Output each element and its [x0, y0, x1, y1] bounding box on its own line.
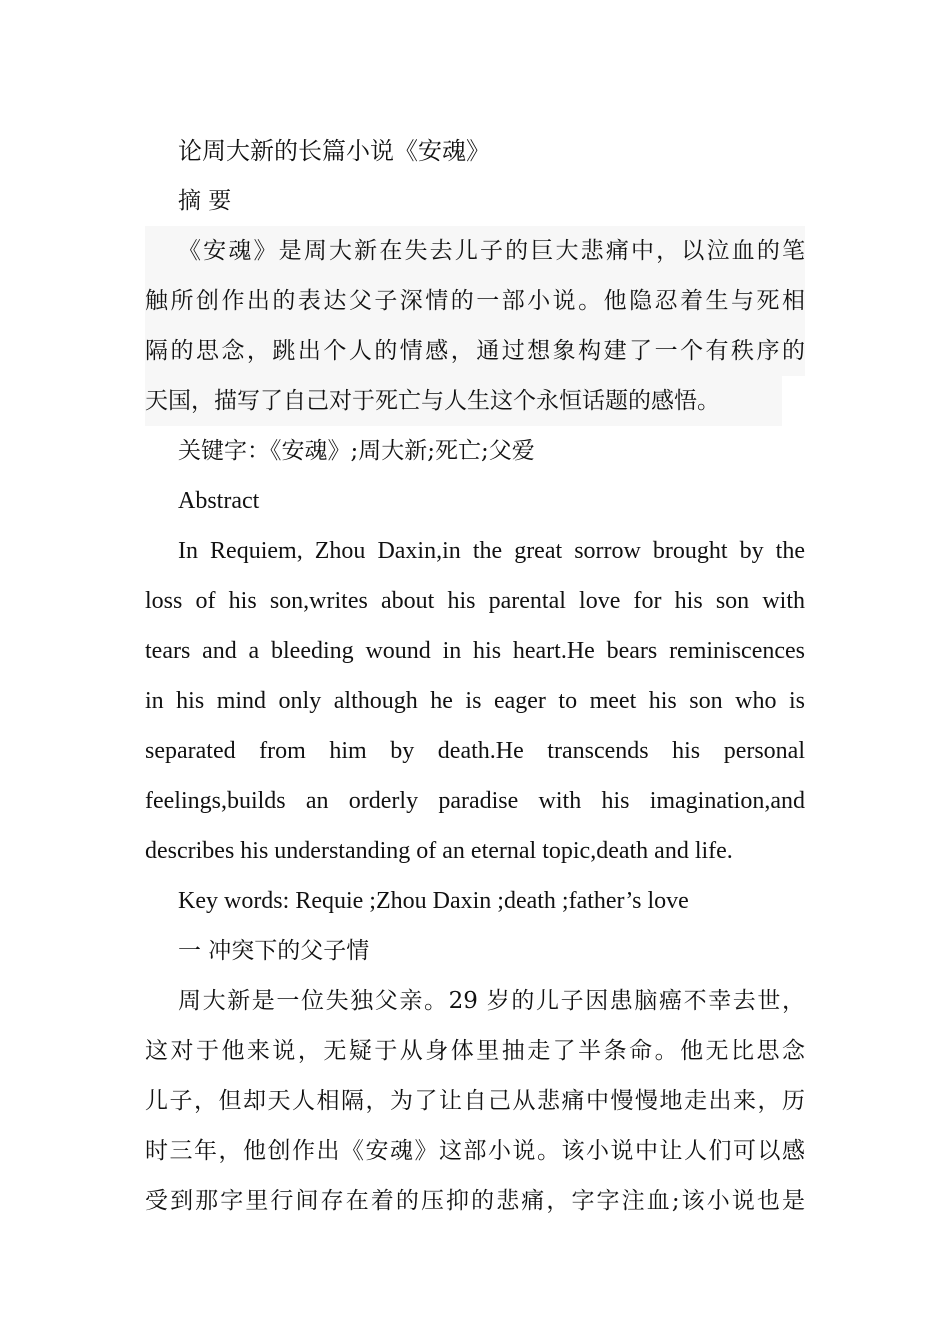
- keywords-en: Key words: Requie ;Zhou Daxin ;death ;father’s love: [178, 888, 689, 914]
- abstract-heading: 摘 要: [178, 188, 232, 214]
- document-title: 论周大新的长篇小说《安魂》: [178, 137, 490, 165]
- abstract-en-line: feelings,builds an orderly paradise with his imagination,and: [145, 788, 805, 814]
- abstract-en-heading: Abstract: [178, 488, 260, 514]
- section-line: 周大新是一位失独父亲。29 岁的儿子因患脑癌不幸去世，: [178, 988, 805, 1014]
- abstract-en-line: describes his understanding of an eternal topic,death and life.: [145, 838, 733, 864]
- abstract-en-line: tears and a bleeding wound in his heart.He bears reminiscences: [145, 638, 805, 664]
- document-body: [145, 126, 805, 1226]
- abstract-line: 《安魂》是周大新在失去儿子的巨大悲痛中，以泣血的笔: [145, 226, 805, 276]
- abstract-en-line: In Requiem, Zhou Daxin,in the great sorrow brought by the: [178, 538, 805, 564]
- abstract-en-line: loss of his son,writes about his parental love for his son with: [145, 588, 805, 614]
- section-line: 时三年，他创作出《安魂》这部小说。该小说中让人们可以感: [145, 1138, 805, 1164]
- section-heading: 一 冲突下的父子情: [178, 938, 370, 964]
- abstract-line: 触所创作出的表达父子深情的一部小说。他隐忍着生与死相: [145, 276, 805, 326]
- abstract-en-line: in his mind only although he is eager to meet his son who is: [145, 688, 805, 714]
- section-line: 儿子，但却天人相隔，为了让自己从悲痛中慢慢地走出来，历: [145, 1088, 805, 1114]
- abstract-en-line: separated from him by death.He transcends his personal: [145, 738, 805, 764]
- keywords-cn: 关键字：《安魂》;周大新;死亡;父爱: [178, 438, 535, 464]
- abstract-line: 隔的思念，跳出个人的情感，通过想象构建了一个有秩序的: [145, 326, 805, 376]
- section-line: 这对于他来说，无疑于从身体里抽走了半条命。他无比思念: [145, 1038, 805, 1064]
- abstract-line: 天国，描写了自己对于死亡与人生这个永恒话题的感悟。: [145, 376, 782, 426]
- section-line: 受到那字里行间存在着的压抑的悲痛，字字注血;该小说也是: [145, 1188, 805, 1214]
